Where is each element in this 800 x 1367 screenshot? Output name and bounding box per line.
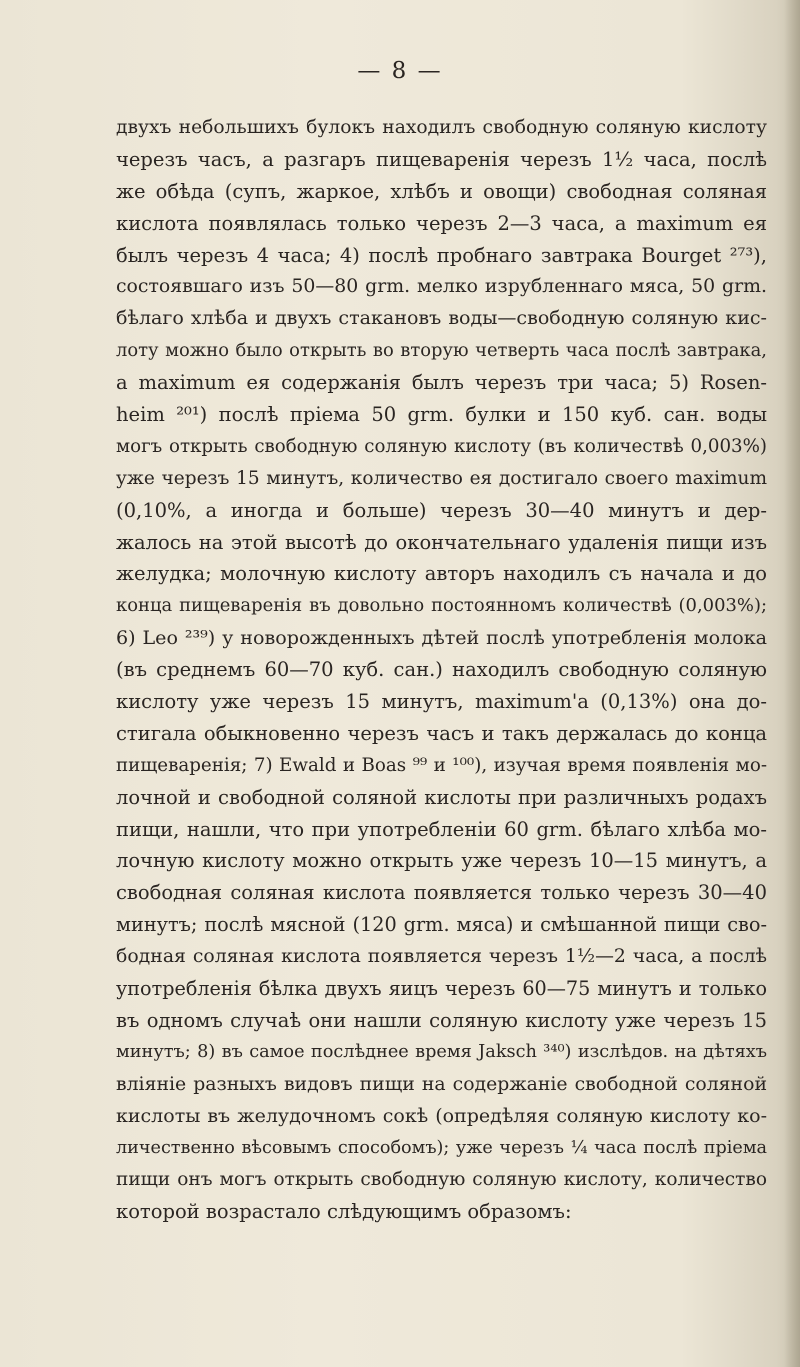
text-line: могъ открыть свободную соляную кислоту (въ количествѣ 0,003%) bbox=[116, 435, 767, 457]
text-line: вліяніе разныхъ видовъ пищи на содержаніе свободной соляной bbox=[116, 1073, 767, 1095]
text-line: пищи, нашли, что при употребленіи 60 grm. бѣлаго хлѣба мо- bbox=[116, 817, 767, 841]
text-line: же обѣда (супъ, жаркое, хлѣбъ и овощи) свободная соляная bbox=[116, 179, 767, 203]
body-text bbox=[116, 112, 767, 1228]
text-line: кислота появлялась только черезъ 2—3 часа, а maximum ея bbox=[116, 211, 767, 235]
text-line: двухъ небольшихъ булокъ находилъ свободную соляную кислоту bbox=[116, 117, 767, 138]
text-line: уже черезъ 15 минутъ, количество ея достигало своего maximum bbox=[116, 467, 767, 489]
page-number: — 8 — bbox=[357, 58, 443, 84]
text-line: стигала обыкновенно черезъ часъ и такъ держалась до конца bbox=[116, 721, 767, 745]
text-line: а maximum ея содержанія былъ черезъ три часа; 5) Rosen- bbox=[116, 371, 767, 395]
text-line: бѣлаго хлѣба и двухъ стакановъ воды—свободную соляную кис- bbox=[116, 307, 767, 330]
text-line: 6) Leo ²³⁹) у новорожденныхъ дѣтей послѣ употребленія молока bbox=[116, 626, 767, 650]
text-line: состоявшаго изъ 50—80 grm. мелко изрубленнаго мяса, 50 grm. bbox=[116, 275, 767, 298]
text-line: жалось на этой высотѣ до окончательнаго удаленія пищи изъ bbox=[116, 530, 767, 554]
text-line: въ одномъ случаѣ они нашли соляную кислоту уже черезъ 15 bbox=[116, 1008, 767, 1032]
text-line: лочной и свободной соляной кислоты при различныхъ родахъ bbox=[116, 785, 767, 809]
text-line: кислоты въ желудочномъ сокѣ (опредѣляя соляную кислоту ко- bbox=[116, 1104, 767, 1127]
text-line: минутъ; послѣ мясной (120 grm. мяса) и смѣшанной пищи сво- bbox=[116, 913, 767, 937]
text-line: пищи онъ могъ открыть свободную соляную кислоту, количество bbox=[116, 1169, 767, 1191]
text-line: лочную кислоту можно открыть уже черезъ 10—15 минутъ, а bbox=[116, 849, 767, 873]
text-line: (0,10%, а иногда и больше) черезъ 30—40 минутъ и дер- bbox=[116, 498, 767, 522]
text-line: кислоту уже черезъ 15 минутъ, maximum'а (0,13%) она до- bbox=[116, 690, 767, 714]
text-line: черезъ часъ, а разгаръ пищеваренія черезъ 1½ часа, послѣ bbox=[116, 147, 767, 171]
text-line: лоту можно было открыть во вторую четверть часа послѣ завтрака, bbox=[116, 340, 767, 362]
text-line: свободная соляная кислота появляется только черезъ 30—40 bbox=[116, 881, 767, 905]
text-line: пищеваренія; 7) Ewald и Boas ⁹⁹ и ¹⁰⁰), изучая время появленія мо- bbox=[116, 754, 767, 776]
text-line: былъ черезъ 4 часа; 4) послѣ пробнаго завтрака Bourget ²⁷³), bbox=[116, 243, 767, 267]
text-line: (въ среднемъ 60—70 куб. сан.) находилъ свободную соляную bbox=[116, 658, 767, 682]
text-line: которой возрастало слѣдующимъ образомъ: bbox=[116, 1200, 572, 1224]
text-line: конца пищеваренія въ довольно постоянномъ количествѣ (0,003%); bbox=[116, 595, 767, 617]
text-line: бодная соляная кислота появляется черезъ 1½—2 часа, а послѣ bbox=[116, 946, 767, 968]
text-line: употребленія бѣлка двухъ яицъ черезъ 60—75 минутъ и только bbox=[116, 977, 767, 1001]
text-line: желудка; молочную кислоту авторъ находилъ съ начала и до bbox=[116, 562, 767, 586]
text-line: личественно вѣсовымъ способомъ); уже черезъ ¼ часа послѣ пріема bbox=[116, 1137, 767, 1158]
page-edge-shadow bbox=[784, 0, 800, 1367]
text-line: минутъ; 8) въ самое послѣднее время Jaksch ³⁴⁰) изслѣдов. на дѣтяхъ bbox=[116, 1041, 767, 1062]
text-line: heim ²⁰¹) послѣ пріема 50 grm. булки и 150 куб. сан. воды bbox=[116, 403, 767, 427]
